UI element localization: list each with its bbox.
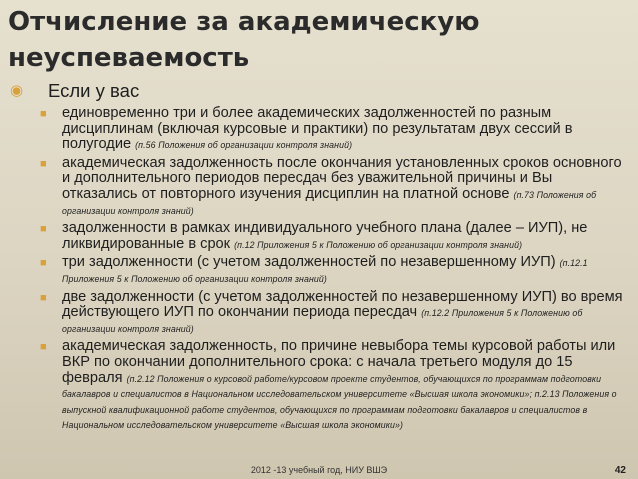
slide-footer: 2012 -13 учебный год, НИУ ВШЭ: [250, 465, 388, 475]
item-text: задолженности в рамках индивидуального учебного плана (далее – ИУП), не ликвидированные в срок: [62, 220, 588, 252]
item-ref: (п.73 Положения об организации контроля знаний): [62, 189, 597, 216]
level1-item: [8, 80, 630, 102]
item-ref: (п.12.2 Приложения 5 к Положению об организации контроля знаний): [62, 308, 583, 334]
list-item: [36, 290, 630, 337]
list-item-body: [62, 339, 630, 433]
item-text: две задолженности (с учетом задолженностей по незавершенному ИУП) во время действующего ИУП по окончании периода пересдач: [62, 288, 623, 321]
slide-content: [8, 80, 630, 436]
item-text: академическая задолженность, по причине невыбора темы курсовой работы или ВКР по окончании дополнительного срока: с начала третьего модуля до 15 февраля: [62, 338, 616, 386]
list-item-body: [62, 156, 630, 218]
condition-list: [8, 106, 630, 433]
list-item: [36, 339, 630, 433]
square-bullet-icon: ■: [40, 341, 47, 354]
item-ref: (п.12 Приложения 5 к Положению об организации контроля знаний): [234, 239, 523, 250]
item-text: единовременно три и более академических задолженностей по разным дисциплинам (включая курсовые и практики) по результатам двух сессий в полугодие: [62, 105, 573, 153]
list-item: [36, 156, 630, 218]
square-bullet-icon: ■: [40, 257, 47, 270]
circled-dot-bullet-icon: ◉: [10, 82, 24, 99]
item-text: три задолженности (с учетом задолженностей по незавершенному ИУП): [62, 254, 556, 271]
item-ref: (п.12.1 Приложения 5 к Положению об организации контроля знаний): [62, 258, 588, 284]
list-item-body: [62, 290, 630, 337]
list-item: [36, 106, 630, 153]
square-bullet-icon: ■: [40, 291, 47, 304]
level1-text: Если у вас: [48, 80, 140, 101]
list-item-body: [62, 106, 630, 153]
square-bullet-icon: ■: [40, 223, 47, 236]
slide-title: Отчисление за академическую неуспеваемость: [8, 7, 480, 73]
list-item-body: [62, 255, 630, 286]
item-text: академическая задолженность после окончания установленных сроков основного и дополнительного периодов пересдач без уважительной причины и Вы отказались от повторного изучения дисциплин на платной основе: [62, 154, 622, 202]
list-item: [36, 255, 630, 286]
square-bullet-icon: ■: [40, 157, 47, 170]
square-bullet-icon: ■: [40, 108, 47, 120]
item-ref: (п.2.12 Положения о курсовой работе/курсовом проекте студентов, обучающихся по программам подготовки бакалавров и специалистов в Национальном исследовательском университете «Высшая школа экономики»; п.2.13 Положения о выпускной квалификационной работе студентов, обучающихся по программам подготовки бакалавров и специалистов в Национальном исследовательском университете «Высшая школа экономики»): [62, 373, 617, 431]
list-item-body: [62, 221, 630, 252]
list-item: [36, 221, 630, 252]
item-ref: (п.56 Положения об организации контроля знаний): [135, 140, 353, 151]
page-number: 42: [614, 465, 626, 476]
